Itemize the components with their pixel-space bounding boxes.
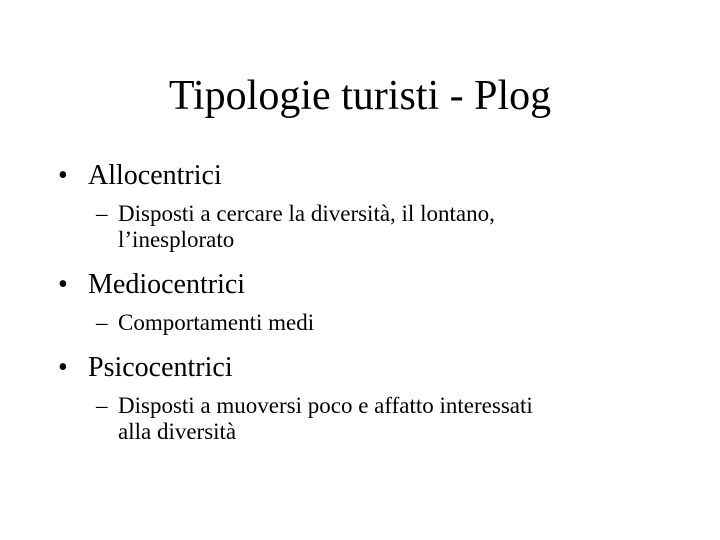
bullet-item <box>56 158 676 194</box>
dash-icon: – <box>96 393 108 418</box>
bullet-label: Mediocentrici <box>88 269 246 300</box>
sub-bullet-item <box>56 201 676 253</box>
sub-bullet-line: Disposti a cercare la diversità, il lontano, <box>118 201 495 226</box>
bullet-item <box>56 350 676 386</box>
sub-bullet-item <box>56 393 676 445</box>
bullet-group <box>56 350 676 445</box>
sub-bullet-item <box>56 310 676 336</box>
dash-icon: – <box>96 310 108 335</box>
sub-bullet-list <box>56 393 676 445</box>
sub-bullet-line: Disposti a muoversi poco e affatto interessati <box>118 393 533 418</box>
bullet-label: Psicocentrici <box>88 352 233 383</box>
bullet-list <box>56 158 676 459</box>
sub-bullet-line: alla diversità <box>118 419 237 444</box>
bullet-item <box>56 267 676 303</box>
bullet-dot-icon: • <box>58 352 68 383</box>
bullet-group <box>56 158 676 253</box>
bullet-group <box>56 267 676 336</box>
bullet-dot-icon: • <box>58 160 68 191</box>
sub-bullet-list <box>56 201 676 253</box>
sub-bullet-line: l’inesplorato <box>118 227 235 252</box>
sub-bullet-list <box>56 310 676 336</box>
sub-bullet-line: Comportamenti medi <box>118 310 315 335</box>
slide-title: Tipologie turisti - Plog <box>168 73 552 119</box>
bullet-dot-icon: • <box>58 269 68 300</box>
bullet-label: Allocentrici <box>88 160 222 191</box>
dash-icon: – <box>96 201 108 226</box>
